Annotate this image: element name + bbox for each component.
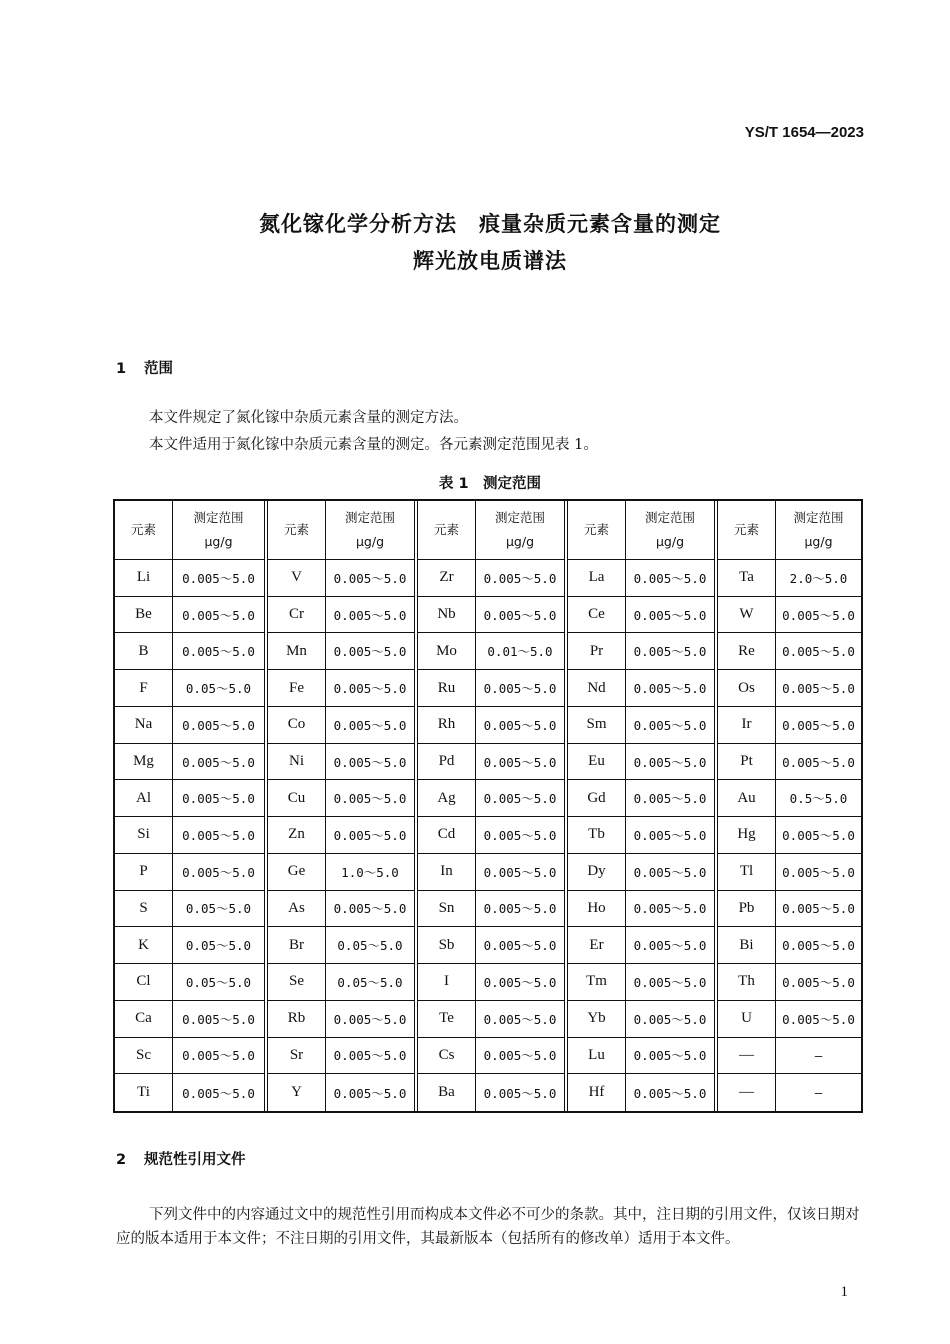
- range-cell: 0.01～5.0: [476, 633, 564, 670]
- element-cell: Te: [418, 1001, 476, 1038]
- element-cell: Sn: [418, 891, 476, 928]
- element-cell: Si: [115, 817, 173, 854]
- header-range-unit: μg/g: [204, 534, 233, 549]
- range-cell: 0.05～5.0: [173, 927, 264, 964]
- element-cell: Tl: [718, 854, 776, 891]
- section-1-para-1: 本文件规定了氮化镓中杂质元素含量的测定方法。: [149, 410, 468, 426]
- element-cell: Cl: [115, 964, 173, 1001]
- element-cell: K: [115, 927, 173, 964]
- range-cell: 0.005～5.0: [326, 1038, 414, 1075]
- element-cell: S: [115, 891, 173, 928]
- range-cell: 0.005～5.0: [626, 707, 714, 744]
- element-cell: Rh: [418, 707, 476, 744]
- section-2-para-1: 下列文件中的内容通过文中的规范性引用而构成本文件必不可少的条款。其中，注日期的引用文件，仅该日期对应的版本适用于本文件；不注日期的引用文件，其最新版本（包括所有的修改单）适用于本文件。: [116, 1207, 860, 1247]
- header-range-label: 测定范围: [494, 510, 545, 525]
- range-cell: 0.005～5.0: [326, 891, 414, 928]
- range-cell: 0.005～5.0: [173, 780, 264, 817]
- header-range-label: 测定范围: [193, 510, 244, 525]
- range-cell: 0.005～5.0: [476, 744, 564, 781]
- element-cell: Cs: [418, 1038, 476, 1075]
- element-cell: Ta: [718, 560, 776, 597]
- range-cell: 0.005～5.0: [173, 633, 264, 670]
- element-cell: Y: [268, 1074, 326, 1111]
- range-cell: 0.005～5.0: [626, 597, 714, 634]
- range-cell: 0.005～5.0: [476, 964, 564, 1001]
- range-cell: 0.005～5.0: [476, 817, 564, 854]
- range-cell: 0.005～5.0: [173, 854, 264, 891]
- range-cell: 0.005～5.0: [776, 964, 861, 1001]
- range-cell: —: [776, 1038, 861, 1075]
- page-number: 1: [840, 1284, 848, 1300]
- range-cell: 0.005～5.0: [173, 560, 264, 597]
- range-cell: 0.005～5.0: [476, 891, 564, 928]
- header-range: [476, 501, 564, 560]
- element-cell: Mg: [115, 744, 173, 781]
- range-cell: 0.005～5.0: [476, 560, 564, 597]
- section-1-title: 范围: [144, 361, 173, 377]
- element-cell: Se: [268, 964, 326, 1001]
- range-cell: 0.005～5.0: [626, 854, 714, 891]
- element-cell: Li: [115, 560, 173, 597]
- range-cell: 0.005～5.0: [476, 597, 564, 634]
- range-cell: 0.005～5.0: [476, 1038, 564, 1075]
- element-cell: Sc: [115, 1038, 173, 1075]
- range-cell: 0.005～5.0: [326, 633, 414, 670]
- range-cell: 0.005～5.0: [776, 854, 861, 891]
- element-cell: Ni: [268, 744, 326, 781]
- element-cell: Pr: [568, 633, 626, 670]
- range-cell: 0.005～5.0: [326, 817, 414, 854]
- range-cell: 0.005～5.0: [476, 780, 564, 817]
- element-cell: Gd: [568, 780, 626, 817]
- element-cell: Br: [268, 927, 326, 964]
- document-subtitle: 辉光放电质谱法: [413, 249, 567, 273]
- range-cell: 0.005～5.0: [626, 780, 714, 817]
- element-cell: Os: [718, 670, 776, 707]
- section-2-number: 2: [116, 1152, 127, 1168]
- element-cell: Ge: [268, 854, 326, 891]
- element-cell: Eu: [568, 744, 626, 781]
- element-cell: Pd: [418, 744, 476, 781]
- range-cell: 1.0～5.0: [326, 854, 414, 891]
- range-cell: 0.005～5.0: [633, 1085, 707, 1101]
- element-cell: U: [718, 1001, 776, 1038]
- element-cell: Er: [568, 927, 626, 964]
- element-cell: Bi: [718, 927, 776, 964]
- range-cell: 0.005～5.0: [326, 670, 414, 707]
- range-cell: 0.005～5.0: [776, 891, 861, 928]
- range-cell: 0.005～5.0: [626, 891, 714, 928]
- element-cell: Lu: [568, 1038, 626, 1075]
- element-cell: Sr: [268, 1038, 326, 1075]
- element-cell: As: [268, 891, 326, 928]
- element-cell: Ba: [418, 1074, 476, 1111]
- range-cell: 0.05～5.0: [173, 891, 264, 928]
- element-cell: Ru: [418, 670, 476, 707]
- range-cell: 0.005～5.0: [626, 927, 714, 964]
- range-cell: 0.005～5.0: [626, 744, 714, 781]
- section-1-para-2: 本文件适用于氮化镓中杂质元素含量的测定。各元素测定范围见表 1。: [149, 437, 598, 453]
- element-cell: Nb: [418, 597, 476, 634]
- header-element: 元素: [115, 501, 173, 560]
- range-cell: 0.05～5.0: [173, 670, 264, 707]
- header-range-label: 测定范围: [644, 510, 695, 525]
- range-cell: 0.005～5.0: [476, 854, 564, 891]
- element-cell: B: [115, 633, 173, 670]
- range-cell: 0.005～5.0: [173, 597, 264, 634]
- range-cell: 0.005～5.0: [173, 744, 264, 781]
- element-cell: Mo: [418, 633, 476, 670]
- range-cell: 0.005～5.0: [476, 927, 564, 964]
- element-cell: Tb: [568, 817, 626, 854]
- range-cell: 0.005～5.0: [326, 560, 414, 597]
- table-column-group: [115, 501, 264, 1111]
- header-range-label: 测定范围: [344, 510, 395, 525]
- header-range: [776, 501, 861, 560]
- range-cell: 0.005～5.0: [626, 1001, 714, 1038]
- range-cell: 0.05～5.0: [326, 964, 414, 1001]
- range-cell: 0.005～5.0: [333, 1085, 407, 1101]
- header-range: [326, 501, 414, 560]
- element-cell: Nd: [568, 670, 626, 707]
- element-cell: Cr: [268, 597, 326, 634]
- range-cell: —: [814, 1085, 823, 1101]
- element-cell: Co: [268, 707, 326, 744]
- element-cell: In: [418, 854, 476, 891]
- element-cell: Zr: [418, 560, 476, 597]
- element-cell: La: [568, 560, 626, 597]
- header-range-unit: μg/g: [804, 534, 833, 549]
- element-cell: Ho: [568, 891, 626, 928]
- range-cell: 0.005～5.0: [182, 1085, 255, 1101]
- section-1-heading: [116, 357, 173, 378]
- range-cell: 0.005～5.0: [626, 633, 714, 670]
- section-2-title: 规范性引用文件: [144, 1152, 246, 1168]
- element-cell: Ir: [718, 707, 776, 744]
- range-cell: 2.0～5.0: [776, 560, 861, 597]
- range-cell: 0.005～5.0: [173, 1038, 264, 1075]
- header-element: 元素: [568, 501, 626, 560]
- element-cell: Rb: [268, 1001, 326, 1038]
- range-cell: 0.005～5.0: [626, 817, 714, 854]
- element-cell: W: [718, 597, 776, 634]
- element-cell: Dy: [568, 854, 626, 891]
- table-column-group: [414, 501, 564, 1111]
- header-range-unit: μg/g: [355, 534, 385, 549]
- header-range: [173, 501, 264, 560]
- element-cell: Al: [115, 780, 173, 817]
- element-cell: F: [115, 670, 173, 707]
- table-caption: 表 1 测定范围: [438, 476, 542, 492]
- table-column-group: [264, 501, 414, 1111]
- range-cell: 0.005～5.0: [776, 597, 861, 634]
- element-cell: Ti: [115, 1074, 173, 1111]
- range-cell: 0.5～5.0: [776, 780, 861, 817]
- range-cell: 0.005～5.0: [776, 707, 861, 744]
- header-range-unit: μg/g: [505, 534, 535, 549]
- range-cell: 0.005～5.0: [173, 1001, 264, 1038]
- header-element: 元素: [418, 501, 476, 560]
- range-cell: 0.005～5.0: [776, 817, 861, 854]
- range-cell: 0.005～5.0: [476, 670, 564, 707]
- element-cell: Sm: [568, 707, 626, 744]
- range-cell: 0.005～5.0: [483, 1085, 557, 1101]
- range-cell: 0.005～5.0: [626, 670, 714, 707]
- element-cell: Cu: [268, 780, 326, 817]
- element-cell: Tm: [568, 964, 626, 1001]
- element-cell: Au: [718, 780, 776, 817]
- header-element: 元素: [268, 501, 326, 560]
- range-cell: 0.005～5.0: [476, 1001, 564, 1038]
- element-cell: Th: [718, 964, 776, 1001]
- element-cell: Pb: [718, 891, 776, 928]
- range-cell: 0.005～5.0: [173, 707, 264, 744]
- element-cell: Be: [115, 597, 173, 634]
- range-cell: 0.05～5.0: [173, 964, 264, 1001]
- element-cell: Pt: [718, 744, 776, 781]
- element-cell: Cd: [418, 817, 476, 854]
- standard-code: YS/T 1654—2023: [744, 124, 864, 141]
- range-cell: 0.005～5.0: [626, 964, 714, 1001]
- range-cell: 0.005～5.0: [476, 707, 564, 744]
- element-cell: I: [418, 964, 476, 1001]
- measurement-range-table: [113, 499, 863, 1113]
- range-cell: 0.005～5.0: [326, 597, 414, 634]
- element-cell: Zn: [268, 817, 326, 854]
- range-cell: 0.005～5.0: [326, 707, 414, 744]
- header-range: [626, 501, 714, 560]
- range-cell: 0.05～5.0: [326, 927, 414, 964]
- element-cell: Ce: [568, 597, 626, 634]
- header-range-label: 测定范围: [793, 510, 844, 525]
- element-cell: Fe: [268, 670, 326, 707]
- range-cell: 0.005～5.0: [776, 1001, 861, 1038]
- header-element: 元素: [718, 501, 776, 560]
- element-cell: —: [718, 1074, 776, 1111]
- range-cell: 0.005～5.0: [326, 1001, 414, 1038]
- table-column-group: [714, 501, 861, 1111]
- element-cell: Hg: [718, 817, 776, 854]
- range-cell: 0.005～5.0: [776, 927, 861, 964]
- section-1-number: 1: [116, 361, 127, 377]
- element-cell: Na: [115, 707, 173, 744]
- element-cell: —: [718, 1038, 776, 1075]
- element-cell: P: [115, 854, 173, 891]
- range-cell: 0.005～5.0: [326, 780, 414, 817]
- range-cell: 0.005～5.0: [626, 1038, 714, 1075]
- element-cell: Mn: [268, 633, 326, 670]
- element-cell: Ag: [418, 780, 476, 817]
- range-cell: 0.005～5.0: [326, 744, 414, 781]
- range-cell: 0.005～5.0: [776, 744, 861, 781]
- section-2-heading: [116, 1148, 246, 1169]
- range-cell: 0.005～5.0: [626, 560, 714, 597]
- range-cell: 0.005～5.0: [173, 817, 264, 854]
- header-range-unit: μg/g: [655, 534, 685, 549]
- element-cell: Ca: [115, 1001, 173, 1038]
- element-cell: V: [268, 560, 326, 597]
- element-cell: Re: [718, 633, 776, 670]
- document-title: 氮化镓化学分析方法 痕量杂质元素含量的测定: [259, 212, 721, 236]
- element-cell: Sb: [418, 927, 476, 964]
- table-column-group: [564, 501, 714, 1111]
- element-cell: Yb: [568, 1001, 626, 1038]
- range-cell: 0.005～5.0: [776, 633, 861, 670]
- element-cell: Hf: [568, 1074, 626, 1111]
- range-cell: 0.005～5.0: [776, 670, 861, 707]
